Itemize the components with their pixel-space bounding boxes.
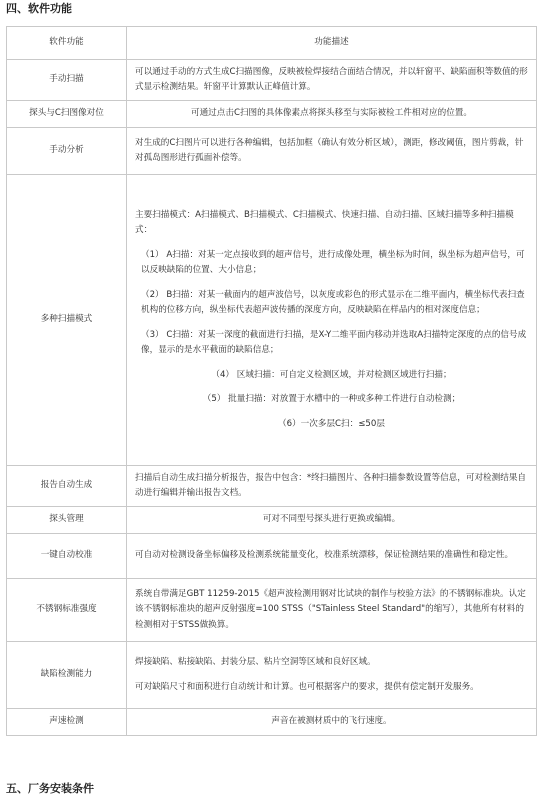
section-heading-installation-conditions: 五、厂务安装条件	[6, 782, 94, 795]
function-name: 缺陷检测能力	[7, 642, 127, 709]
table-row	[7, 709, 537, 736]
function-name: 一键自动校准	[7, 534, 127, 579]
function-description: 焊接缺陷、粘接缺陷、封装分层、粘片空洞等区域和良好区域。 可对缺陷尺寸和面积进行自动统计和计算。也可根据客户的要求，提供有偿定制开发服务。	[127, 642, 537, 709]
function-description: 可通过点击C扫图的具体像素点将探头移至与实际被检工件相对应的位置。	[127, 101, 537, 128]
table-row	[7, 579, 537, 642]
table-row	[7, 128, 537, 175]
table-row	[7, 175, 537, 466]
function-description: 可对不同型号探头进行更换或编辑。	[127, 507, 537, 534]
function-name: 多种扫描模式	[7, 175, 127, 466]
function-description: 主要扫描模式：A扫描模式、B扫描模式、C扫描模式、快速扫描、自动扫描、区域扫描等多种扫描模式： （1） A扫描：对某一定点接收到的超声信号，进行成像处理，横坐标为时间，纵坐标为超声信号，可以反映缺陷的位置、大小信息； （2） B扫描：对某一截面内的超声波信号，以灰度或彩色的形式显示在二维平面内，横坐标代表扫查机构的位移方向，纵坐标代表超声波传播的深度方向，反映缺陷在样品内的相对深度信息； （3） C扫描：对某一深度的截面进行扫描，是X-Y二维平面内移动并选取A扫描特定深度的点的信号成像，显示的是水平截面的缺陷信息； （4） 区域扫描：可自定义检测区域，并对检测区域进行扫描； （5） 批量扫描：对放置于水槽中的一种或多种工件进行自动检测； （6）一次多层C扫：≤50层	[127, 175, 537, 466]
function-description: 对生成的C扫图片可以进行各种编辑，包括加框（确认有效分析区域），测距，修改阈值，图片剪裁，针对孤岛图形进行孤面补偿等。	[127, 128, 537, 175]
function-description: 系统自带满足GBT 11259-2015《超声波检测用钢对比试块的制作与校验方法》的不锈钢标准块。认定该不锈钢标准块的超声反射强度=100 STSS（"STainless Steel Standard"的缩写），其他所有材料的检测相对于STSS做换算。	[127, 579, 537, 642]
function-description: 可自动对检测设备坐标偏移及检测系统能量变化，校准系统漂移，保证检测结果的准确性和稳定性。	[127, 534, 537, 579]
function-description: 扫描后自动生成扫描分析报告，报告中包含：*终扫描图片、各种扫描参数设置等信息，可对检测结果自动进行编辑并输出报告文档。	[127, 466, 537, 507]
software-functions-table	[6, 26, 537, 736]
section-heading-software-functions: 四、软件功能	[6, 2, 72, 15]
header-function: 软件功能	[7, 27, 127, 60]
table-row	[7, 642, 537, 709]
function-name: 手动扫描	[7, 60, 127, 101]
table-row	[7, 507, 537, 534]
table-row	[7, 60, 537, 101]
function-name: 探头管理	[7, 507, 127, 534]
function-name: 手动分析	[7, 128, 127, 175]
table-row	[7, 101, 537, 128]
function-description: 声音在被测材质中的飞行速度。	[127, 709, 537, 736]
table-row	[7, 466, 537, 507]
function-name: 声速检测	[7, 709, 127, 736]
function-name: 不锈钢标准强度	[7, 579, 127, 642]
function-description: 可以通过手动的方式生成C扫描图像，反映被检焊接结合面结合情况，并以轩窗平、缺陷面积等数值的形式显示检测结果。轩窗平计算默认正峰值计算。	[127, 60, 537, 101]
table-row	[7, 534, 537, 579]
header-description: 功能描述	[127, 27, 537, 60]
table-header-row	[7, 27, 537, 60]
function-name: 报告自动生成	[7, 466, 127, 507]
function-name: 探头与C扫图像对位	[7, 101, 127, 128]
